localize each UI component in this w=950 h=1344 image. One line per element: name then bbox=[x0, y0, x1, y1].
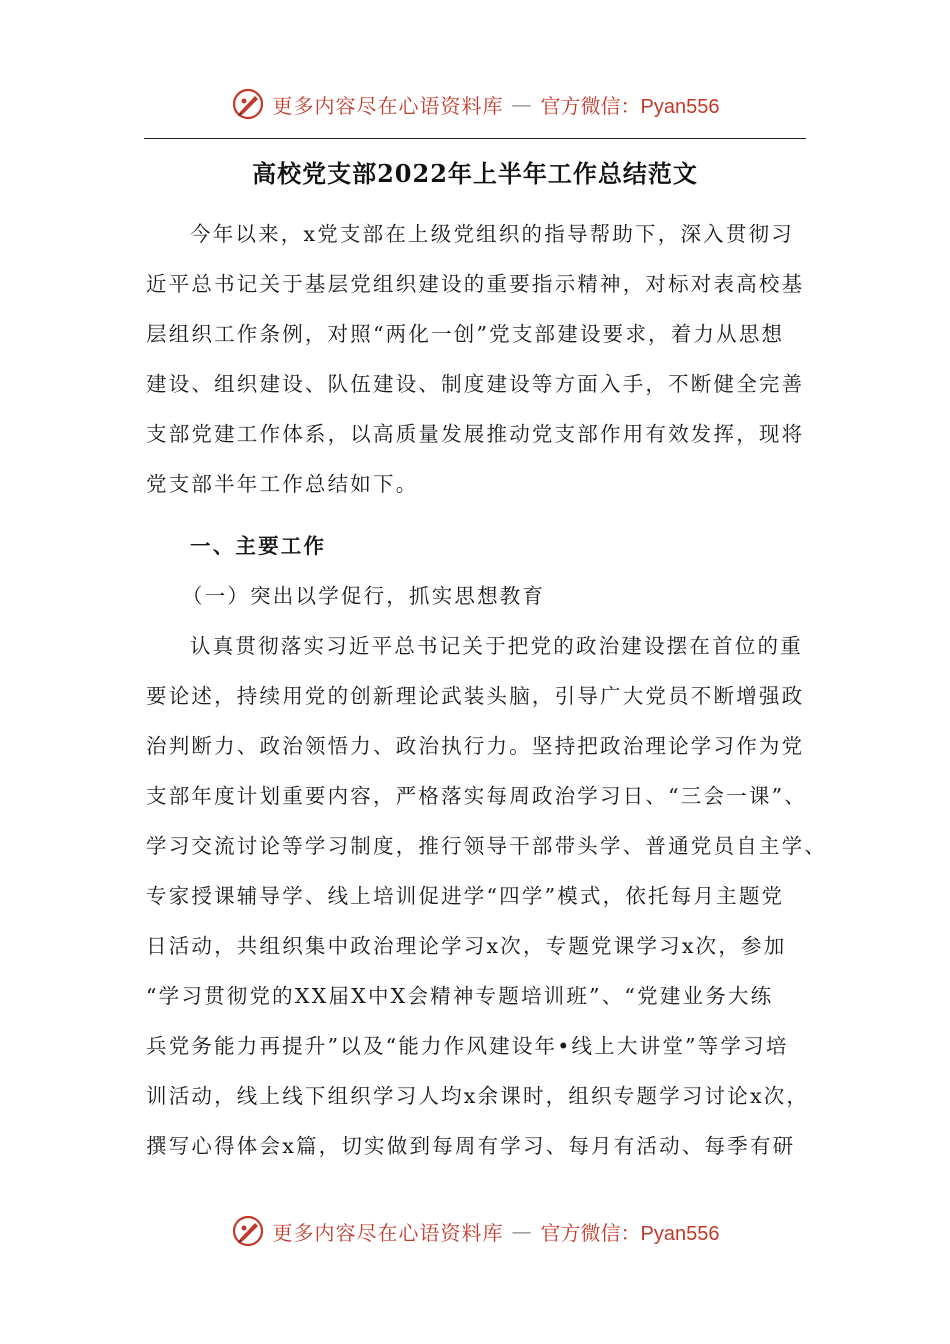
banner-title: 更多内容尽在心语资料库 bbox=[272, 93, 504, 118]
banner-wechat: 官方微信：Pyan556 bbox=[540, 95, 720, 118]
body-line: “学习贯彻党的XX届X中X会精神专题培训班”、“党建业务大练 bbox=[146, 984, 774, 1008]
quill-logo-icon bbox=[231, 1214, 265, 1248]
body-line: 近平总书记关于基层党组织建设的重要指示精神，对标对表高校基 bbox=[146, 272, 805, 296]
header-banner bbox=[0, 84, 950, 124]
body-line: 支部年度计划重要内容，严格落实每周政治学习日、“三会一课”、 bbox=[146, 784, 807, 808]
footer-banner bbox=[0, 1211, 950, 1251]
body-line: 认真贯彻落实习近平总书记关于把党的政治建设摆在首位的重 bbox=[190, 634, 803, 658]
spacer bbox=[146, 514, 810, 526]
banner-title: 更多内容尽在心语资料库 bbox=[272, 1220, 504, 1245]
subsection-heading: （一）突出以学促行，抓实思想教育 bbox=[182, 584, 546, 608]
body-line: 撰写心得体会x篇，切实做到每周有学习、每月有活动、每季有研 bbox=[146, 1134, 796, 1158]
banner-dash: — bbox=[511, 1219, 533, 1243]
body-line: 学习交流讨论等学习制度，推行领导干部带头学、普通党员自主学、 bbox=[146, 834, 827, 858]
body-line: 专家授课辅导学、线上培训促进学“四学”模式，依托每月主题党 bbox=[146, 884, 785, 908]
body-line: 党支部半年工作总结如下。 bbox=[146, 472, 419, 496]
body-line: 训活动，线上线下组织学习人均x余课时，组织专题学习讨论x次， bbox=[146, 1084, 810, 1108]
body-line: 兵党务能力再提升”以及“能力作风建设年•线上大讲堂”等学习培 bbox=[146, 1034, 789, 1058]
body-line: 支部党建工作体系，以高质量发展推动党支部作用有效发挥，现将 bbox=[146, 422, 805, 446]
header-rule bbox=[144, 138, 806, 139]
document-title: 高校党支部2022年上半年工作总结范文 bbox=[252, 159, 698, 188]
body-line: 要论述，持续用党的创新理论武装头脑，引导广大党员不断增强政 bbox=[146, 684, 805, 708]
quill-logo-icon bbox=[231, 87, 265, 121]
body-line: 层组织工作条例，对照“两化一创”党支部建设要求，着力从思想 bbox=[146, 322, 785, 346]
banner-dash: — bbox=[511, 92, 533, 116]
body-line: 今年以来，x党支部在上级党组织的指导帮助下，深入贯彻习 bbox=[190, 222, 794, 246]
document-body bbox=[146, 214, 827, 1176]
section-heading: 一、主要工作 bbox=[190, 534, 327, 558]
body-line: 建设、组织建设、队伍建设、制度建设等方面入手，不断健全完善 bbox=[146, 372, 805, 396]
body-line: 日活动，共组织集中政治理论学习x次，专题党课学习x次，参加 bbox=[146, 934, 787, 958]
banner-wechat: 官方微信：Pyan556 bbox=[540, 1222, 720, 1245]
body-line: 治判断力、政治领悟力、政治执行力。坚持把政治理论学习作为党 bbox=[146, 734, 805, 758]
